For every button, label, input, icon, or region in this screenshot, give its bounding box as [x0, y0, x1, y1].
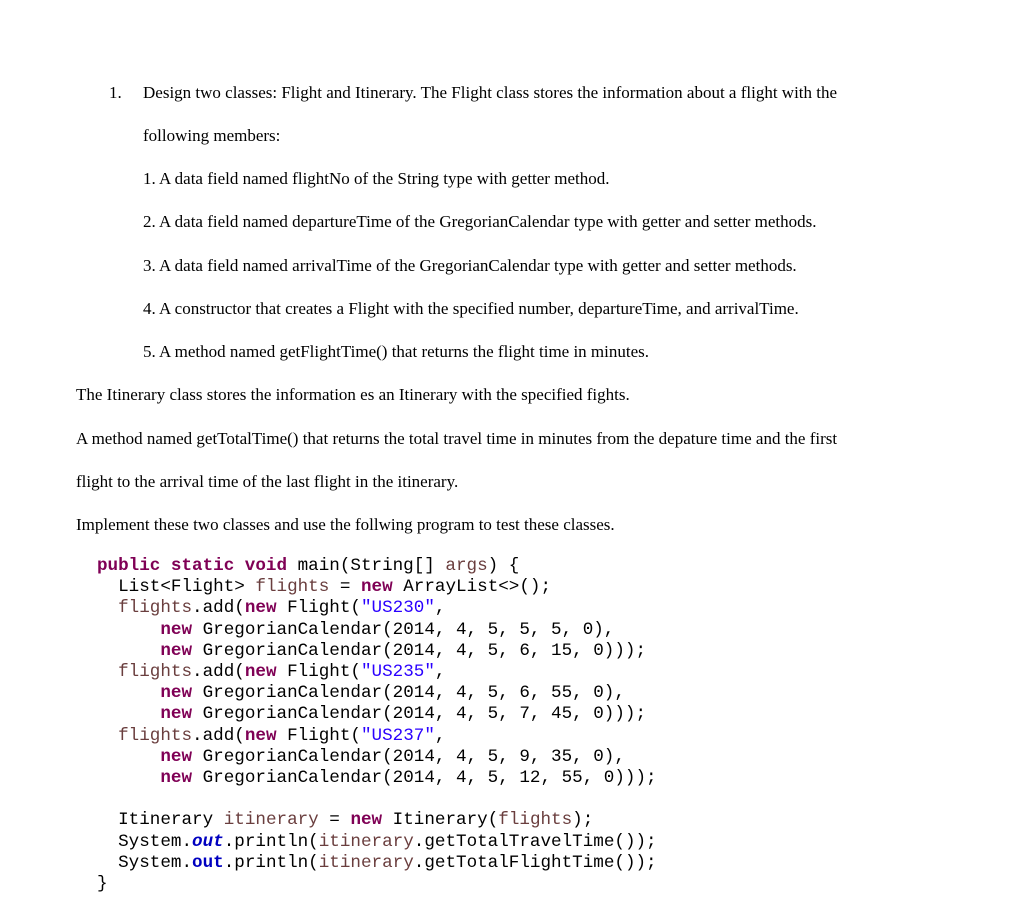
code-line: public static void main(String[] args) { [97, 556, 520, 576]
code-line: System.out.println(itinerary.getTotalTravelTime()); [118, 831, 657, 852]
code-line: new GregorianCalendar(2014, 4, 5, 9, 35, 0), [160, 746, 625, 767]
code-line: new GregorianCalendar(2014, 4, 5, 5, 5, 0), [160, 619, 615, 640]
code-line: Itinerary itinerary = new Itinerary(flights); [118, 810, 594, 831]
code-line: new GregorianCalendar(2014, 4, 5, 12, 55, 0))); [160, 768, 657, 789]
code-block [97, 556, 657, 895]
method-description-line2: flight to the arrival time of the last flight in the itinerary. [76, 472, 459, 491]
itinerary-description: The Itinerary class stores the information es an Itinerary with the specified fights. [76, 385, 630, 404]
code-line: new GregorianCalendar(2014, 4, 5, 6, 55, 0), [160, 683, 625, 704]
code-line: new GregorianCalendar(2014, 4, 5, 7, 45, 0))); [160, 704, 647, 725]
code-line: new GregorianCalendar(2014, 4, 5, 6, 15, 0))); [160, 640, 647, 661]
code-line: System.out.println(itinerary.getTotalFlightTime()); [118, 852, 657, 873]
question-number: 1. [109, 83, 122, 102]
member-item: 4. A constructor that creates a Flight with the specified number, departureTime, and arrivalTime. [143, 299, 799, 318]
question-intro-line1: Design two classes: Flight and Itinerary. The Flight class stores the information about a flight with the [143, 83, 838, 102]
member-item: 1. A data field named flightNo of the String type with getter method. [143, 169, 610, 188]
code-line: flights.add(new Flight("US235", [118, 662, 446, 683]
method-description-line1: A method named getTotalTime() that returns the total travel time in minutes from the depature time and the first [76, 429, 838, 448]
member-item: 2. A data field named departureTime of the GregorianCalendar type with getter and setter methods. [143, 212, 817, 231]
code-line: } [97, 874, 108, 895]
question-intro-line2: following members: [143, 126, 281, 145]
implement-instruction: Implement these two classes and use the follwing program to test these classes. [76, 515, 615, 534]
code-line: flights.add(new Flight("US237", [118, 725, 446, 746]
member-item: 3. A data field named arrivalTime of the GregorianCalendar type with getter and setter methods. [143, 256, 797, 275]
code-line: flights.add(new Flight("US230", [118, 598, 446, 619]
member-item: 5. A method named getFlightTime() that returns the flight time in minutes. [143, 342, 650, 361]
code-line: List<Flight> flights = new ArrayList<>(); [118, 577, 552, 598]
